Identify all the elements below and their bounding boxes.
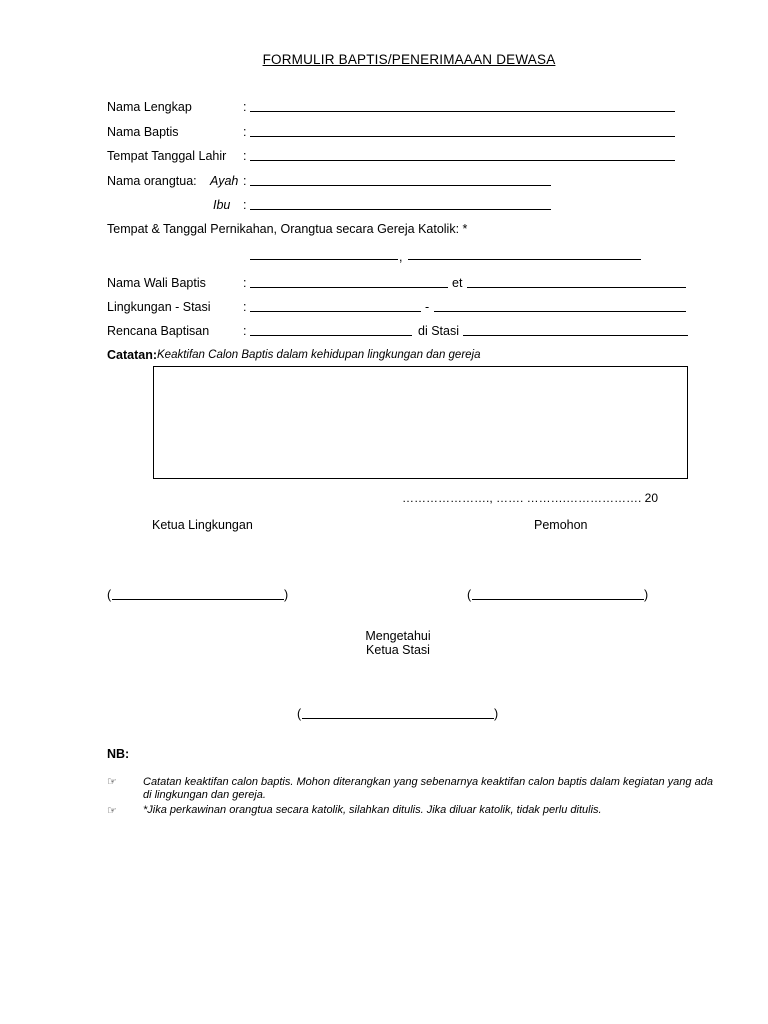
catatan-text: Keaktifan Calon Baptis dalam kehidupan lingkungan dan gereja <box>157 349 481 361</box>
page-title: FORMULIR BAPTIS/PENERIMAAAN DEWASA <box>262 52 556 67</box>
ketua-lingkungan-signature-line[interactable] <box>112 599 284 600</box>
pointing-hand-icon: ☞ <box>107 776 117 788</box>
catatan-box[interactable] <box>153 366 688 479</box>
pernikahan-tanggal-field[interactable] <box>408 259 641 260</box>
nama-lengkap-label: Nama Lengkap <box>107 100 192 114</box>
et-label: et <box>452 276 463 290</box>
colon: : <box>243 198 247 212</box>
wali-baptis-label: Nama Wali Baptis <box>107 276 206 290</box>
ayah-field[interactable] <box>250 185 551 186</box>
lingkungan-stasi-label: Lingkungan - Stasi <box>107 300 211 314</box>
colon: : <box>243 174 247 188</box>
nb-item-1: Catatan keaktifan calon baptis. Mohon diterangkan yang sebenarnya keaktifan calon baptis dalam kegiatan yang ada di lingkungan dan gereja. <box>143 776 713 801</box>
rencana-baptisan-label: Rencana Baptisan <box>107 324 210 338</box>
colon: : <box>243 149 247 163</box>
wali-baptis-field-2[interactable] <box>467 287 686 288</box>
pemohon-signature-line[interactable] <box>472 599 644 600</box>
colon: : <box>243 125 247 139</box>
open-paren: ( <box>107 588 112 602</box>
catatan-label: Catatan: <box>107 348 158 362</box>
close-paren: ) <box>494 707 499 721</box>
dash: - <box>425 300 430 314</box>
tempat-tanggal-lahir-field[interactable] <box>250 160 675 161</box>
pernikahan-tempat-field[interactable] <box>250 259 398 260</box>
colon: : <box>243 276 247 290</box>
wali-baptis-field-1[interactable] <box>250 287 448 288</box>
colon: : <box>243 100 247 114</box>
colon: : <box>243 324 247 338</box>
nama-orangtua-label: Nama orangtua: <box>107 174 197 188</box>
stasi-field[interactable] <box>434 311 686 312</box>
pernikahan-label: Tempat & Tanggal Pernikahan, Orangtua secara Gereja Katolik: * <box>107 222 468 236</box>
comma: , <box>399 250 403 264</box>
ketua-stasi-signature-line[interactable] <box>302 718 494 719</box>
nb-item-2: *Jika perkawinan orangtua secara katolik, silahkan ditulis. Jika diluar katolik, tidak perlu ditulis. <box>143 804 602 816</box>
lingkungan-field[interactable] <box>250 311 421 312</box>
ibu-field[interactable] <box>250 209 551 210</box>
rencana-baptisan-field[interactable] <box>250 335 412 336</box>
nama-lengkap-field[interactable] <box>250 111 675 112</box>
ayah-label: Ayah <box>210 174 239 188</box>
tempat-tanggal-lahir-label: Tempat Tanggal Lahir <box>107 149 227 163</box>
colon: : <box>243 300 247 314</box>
nama-baptis-field[interactable] <box>250 136 675 137</box>
mengetahui-label: Mengetahui <box>365 629 431 643</box>
date-line: …………………., ……. ……….………………. 20 <box>402 491 659 505</box>
ketua-stasi-label: Ketua Stasi <box>366 643 430 657</box>
di-stasi-field[interactable] <box>463 335 688 336</box>
nb-label: NB: <box>107 747 130 761</box>
ketua-lingkungan-label: Ketua Lingkungan <box>152 518 253 532</box>
open-paren: ( <box>297 707 302 721</box>
pemohon-label: Pemohon <box>534 518 588 532</box>
nama-baptis-label: Nama Baptis <box>107 125 179 139</box>
di-stasi-label: di Stasi <box>418 324 459 338</box>
close-paren: ) <box>284 588 289 602</box>
open-paren: ( <box>467 588 472 602</box>
pointing-hand-icon: ☞ <box>107 805 117 817</box>
close-paren: ) <box>644 588 649 602</box>
ibu-label: Ibu <box>213 198 231 212</box>
